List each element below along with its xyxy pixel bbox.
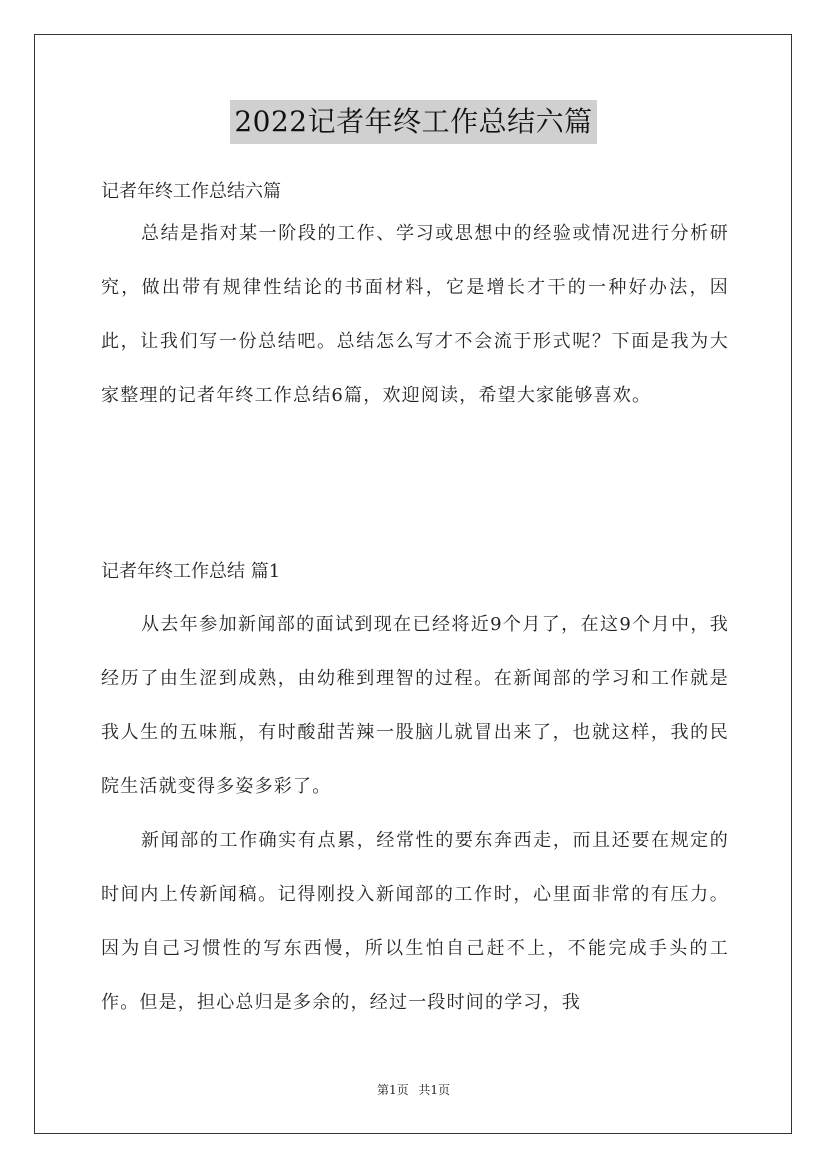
page-number: 第1页 — [376, 1083, 409, 1097]
document-title: 2022记者年终工作总结六篇 — [230, 100, 596, 144]
section-heading: 记者年终工作总结 篇1 — [101, 561, 281, 582]
body-paragraph-2: 新闻部的工作确实有点累，经常性的要东奔西走，而且还要在规定的时间内上传新闻稿。记得刚投入新闻部的工作时，心里面非常的有压力。因为自己习惯性的写东西慢，所以生怕自己赶不上，不能完成手头的工作。但是，担心总归是多余的，经过一段时间的学习，我 — [101, 830, 729, 1013]
page-total: 共1页 — [418, 1083, 451, 1097]
document-subtitle: 记者年终工作总结六篇 — [101, 181, 281, 202]
title-container — [0, 100, 827, 144]
body-paragraph-1: 从去年参加新闻部的面试到现在已经将近9个月了，在这9个月中，我经历了由生涩到成熟，由幼稚到理智的过程。在新闻部的学习和工作就是我人生的五味瓶，有时酸甜苦辣一股脑儿就冒出来了，也就这样，我的民院生活就变得多姿多彩了。 — [101, 614, 729, 797]
page-footer — [0, 1081, 827, 1098]
intro-paragraph: 总结是指对某一阶段的工作、学习或思想中的经验或情况进行分析研究，做出带有规律性结论的书面材料，它是增长才干的一种好办法，因此，让我们写一份总结吧。总结怎么写才不会流于形式呢？下面是我为大家整理的记者年终工作总结6篇，欢迎阅读，希望大家能够喜欢。 — [101, 223, 729, 406]
